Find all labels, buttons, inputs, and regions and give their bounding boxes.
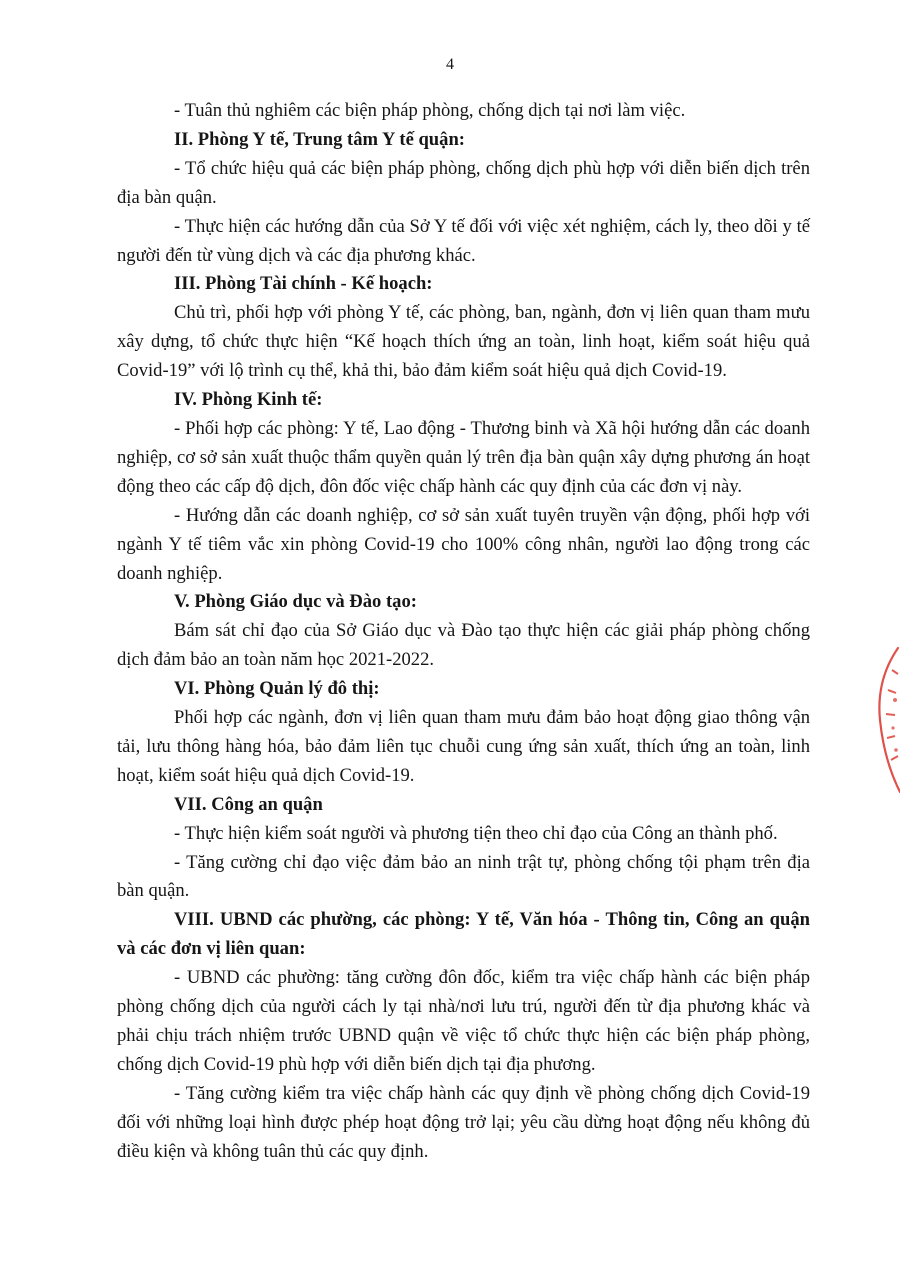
- paragraph: - Hướng dẫn các doanh nghiệp, cơ sở sản xuất tuyên truyền vận động, phối hợp với ngành Y tế tiêm vắc xin phòng Covid-19 cho 100% công nhân, người lao động trong các doanh nghiệp.: [117, 504, 810, 584]
- paragraph: - Thực hiện kiểm soát người và phương tiện theo chỉ đạo của Công an thành phố.: [174, 822, 778, 844]
- section-heading: VI. Phòng Quản lý đô thị:: [174, 678, 380, 700]
- section-heading: III. Phòng Tài chính - Kế hoạch:: [174, 273, 433, 295]
- paragraph: - Tăng cường chỉ đạo việc đảm bảo an ninh trật tự, phòng chống tội phạm trên địa bàn quận.: [117, 851, 810, 902]
- seal-dot: [891, 726, 894, 729]
- seal-stroke: [879, 648, 900, 792]
- paragraph: - Tăng cường kiểm tra việc chấp hành các quy định về phòng chống dịch Covid-19 đối với những loại hình được phép hoạt động trở lại; yêu cầu dừng hoạt động nếu không đủ điều kiện và không tuân thủ các quy định.: [117, 1082, 810, 1162]
- section-heading: IV. Phòng Kinh tế:: [174, 389, 323, 411]
- section-heading: II. Phòng Y tế, Trung tâm Y tế quận:: [174, 128, 465, 150]
- seal-dot: [893, 698, 897, 702]
- section-heading: V. Phòng Giáo dục và Đào tạo:: [174, 591, 417, 613]
- paragraph: - UBND các phường: tăng cường đôn đốc, kiểm tra việc chấp hành các biện pháp phòng chống dịch của người cách ly tại nhà/nơi lưu trú, người đến từ địa phương khác và phải chịu trách nhiệm trước UBND quận về việc tổ chức thực hiện các biện pháp phòng, chống dịch Covid-19 phù hợp với diễn biến dịch tại địa phương.: [117, 967, 810, 1075]
- paragraph: - Tuân thủ nghiêm các biện pháp phòng, chống dịch tại nơi làm việc.: [174, 100, 686, 121]
- seal-stamp-edge: [868, 640, 900, 800]
- paragraph: - Thực hiện các hướng dẫn của Sở Y tế đối với việc xét nghiệm, cách ly, theo dõi y tế người đến từ vùng dịch và các địa phương khác.: [117, 215, 810, 266]
- section-heading: VII. Công an quận: [174, 793, 323, 815]
- section-heading: VIII. UBND các phường, các phòng: Y tế, Văn hóa - Thông tin, Công an quận và các đơn vị liên quan:: [117, 909, 810, 960]
- paragraph: Phối hợp các ngành, đơn vị liên quan tham mưu đảm bảo hoạt động giao thông vận tải, lưu thông hàng hóa, bảo đảm liên tục chuỗi cung ứng sản xuất, thích ứng an toàn, linh hoạt, kiểm soát hiệu quả dịch Covid-19.: [117, 707, 810, 786]
- seal-dot: [894, 748, 898, 752]
- paragraph: - Phối hợp các phòng: Y tế, Lao động - Thương binh và Xã hội hướng dẫn các doanh nghiệp, cơ sở sản xuất thuộc thẩm quyền quản lý trên địa bàn quận xây dựng phương án hoạt động theo các cấp độ dịch, đôn đốc việc chấp hành các quy định của các đơn vị này.: [117, 417, 810, 497]
- seal-stroke: [886, 670, 898, 760]
- paragraph: Bám sát chỉ đạo của Sở Giáo dục và Đào tạo thực hiện các giải pháp phòng chống dịch đảm bảo an toàn năm học 2021-2022.: [117, 620, 810, 671]
- document-body: [117, 97, 810, 1167]
- paragraph: Chủ trì, phối hợp với phòng Y tế, các phòng, ban, ngành, đơn vị liên quan tham mưu xây dựng, tổ chức thực hiện “Kế hoạch thích ứng an toàn, linh hoạt, kiểm soát hiệu quả Covid-19” với lộ trình cụ thể, khả thi, bảo đảm kiểm soát hiệu quả dịch Covid-19.: [117, 302, 810, 382]
- page-number: 4: [446, 56, 454, 73]
- paragraph: - Tổ chức hiệu quả các biện pháp phòng, chống dịch phù hợp với diễn biến dịch trên địa bàn quận.: [117, 157, 810, 208]
